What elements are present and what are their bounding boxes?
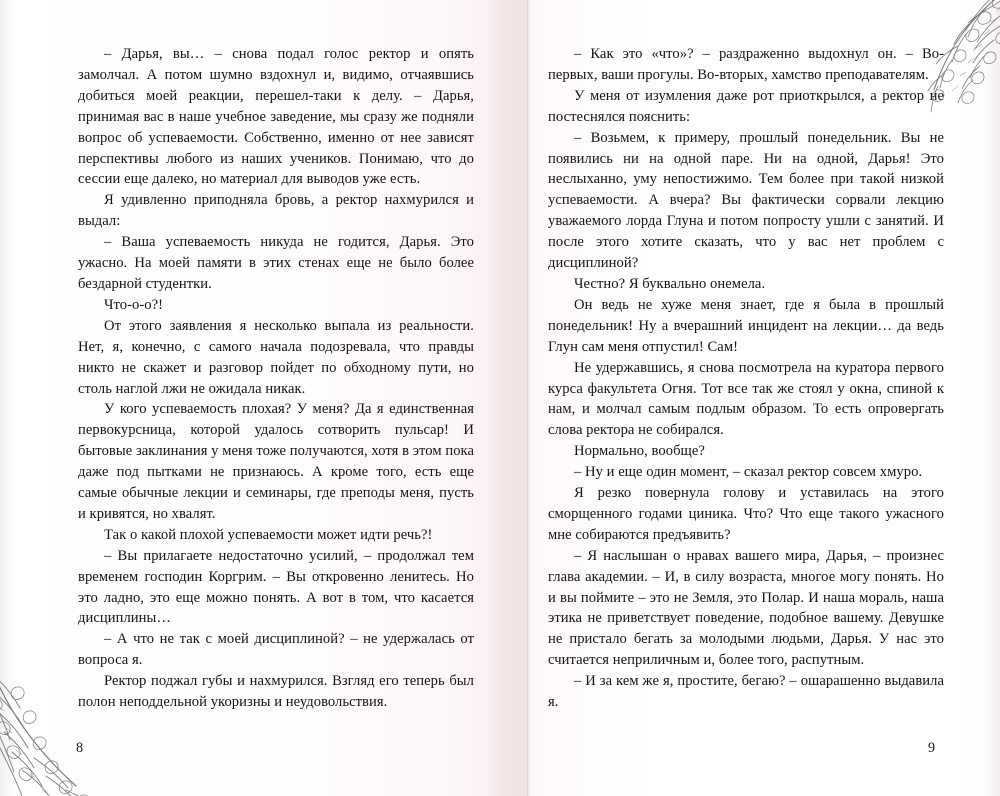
paragraph: Нормально, вообще? bbox=[574, 443, 705, 460]
paragraph: – Как это «что»? – раздраженно выдохнул он. – Во-первых, ваши прогулы. Во-вторых, хамство преподавателям. bbox=[548, 46, 944, 83]
paragraph: Что-о-о?! bbox=[104, 296, 164, 313]
paragraph: Ректор поджал губы и нахмурился. Взгляд его теперь был полон неподдельной укоризны и неудовольствия. bbox=[78, 673, 474, 711]
paragraph: Я удивленно приподняла бровь, а ректор нахмурился и выдал: bbox=[78, 192, 474, 230]
right-edge-shading bbox=[982, 0, 1000, 796]
paragraph: Честно? Я буквально онемела. bbox=[574, 275, 766, 292]
paragraph: – Ну и еще один момент, – сказал ректор совсем хмуро. bbox=[574, 464, 923, 481]
paragraph: – Ваша успеваемость никуда не годится, Дарья. Это ужасно. На моей памяти в этих стенах еще не было более бездарной студентки. bbox=[78, 234, 474, 292]
left-page-text-column bbox=[78, 44, 474, 713]
paragraph: – А что не так с моей дисциплиной? – не удержалась от вопроса я. bbox=[78, 631, 474, 669]
paragraph: Я резко повернула голову и уставилась на этого сморщенного годами циника. Что? Что еще такого ужасного мне собираются предъявить? bbox=[548, 485, 944, 543]
paragraph: – И за кем же я, простите, бегаю? – ошарашенно выдавила я. bbox=[548, 673, 944, 711]
paragraph: – Я наслышан о нравах вашего мира, Дарья, – произнес глава академии. – И, в силу возраста, многое могу понять. Но и вы поймите – это не Земля, это Полар. И наша мораль, наша этика не приветствует поведение, подобное вашему. Девушке не пристало бегать за молодыми людьми, Дарья. У нас это считается неприличным и, более того, распутным. bbox=[548, 547, 944, 669]
paragraph: Не удержавшись, я снова посмотрела на куратора первого курса факультета Огня. Тот все так же стоял у окна, спиной к нам, и молчал самым подлым образом. То есть опровергать слова ректора не собирался. bbox=[548, 359, 944, 439]
page-number-left: 8 bbox=[76, 740, 84, 756]
paragraph: – Дарья, вы… – снова подал голос ректор и опять замолчал. А потом шумно вздохнул и, видимо, отчаявшись добиться моей реакции, перешел-таки к делу. – Дарья, принимая вас в наше учебное заведение, мы сразу же подняли вопрос об успеваемости. Собственно, именно от нее зависят перспективы любого из наших учеников. Понимаю, что до сессии еще далеко, но материал для выводов уже есть. bbox=[78, 46, 474, 188]
paragraph: От этого заявления я несколько выпала из реальности. Нет, я, конечно, с самого начала подозревала, что правды никто не скажет и разговор пойдет по обходному пути, но столь наглой лжи не ожидала никак. bbox=[78, 317, 474, 397]
left-edge-shading bbox=[0, 0, 16, 796]
page-number-right: 9 bbox=[928, 740, 936, 756]
paragraph: Так о какой плохой успеваемости может идти речь?! bbox=[104, 526, 433, 543]
paragraph: – Вы прилагаете недостаточно усилий, – продолжал тем временем господин Коргрим. – Вы откровенно ленитесь. Но это ладно, это еще можно понять. А вот в том, что касается дисциплины… bbox=[78, 547, 474, 627]
paragraph: У меня от изумления даже рот приоткрылся, а ректор не постеснялся пояснить: bbox=[548, 87, 944, 125]
paragraph: У кого успеваемость плохая? У меня? Да я единственная первокурсница, которой удалось сотворить пульсар! И бытовые заклинания у меня тоже получаются, хотя в этом пока даже под пытками не признаюсь. А кроме того, есть еще самые обычные лекции и семинары, где преподы меня, пусть и кривятся, но хвалят. bbox=[78, 401, 474, 522]
gutter-line bbox=[527, 0, 529, 796]
right-page-text-column bbox=[548, 44, 944, 713]
paragraph: – Возьмем, к примеру, прошлый понедельник. Вы не появились ни на одной паре. Ни на одной, Дарья! Это неслыханно, уму непостижимо. Тем более при такой низкой успеваемости. А вчера? Вы фактически сорвали лекцию уважаемого лорда Глуна и потом попросту ушли с занятий. И после этого хотите сказать, что у вас нет проблем с дисциплиной? bbox=[548, 129, 944, 272]
paragraph: Он ведь не хуже меня знает, где я была в прошлый понедельник! Ну а вчерашний инцидент на лекции… да ведь Глун сам меня отпустил! Сам! bbox=[548, 296, 944, 355]
